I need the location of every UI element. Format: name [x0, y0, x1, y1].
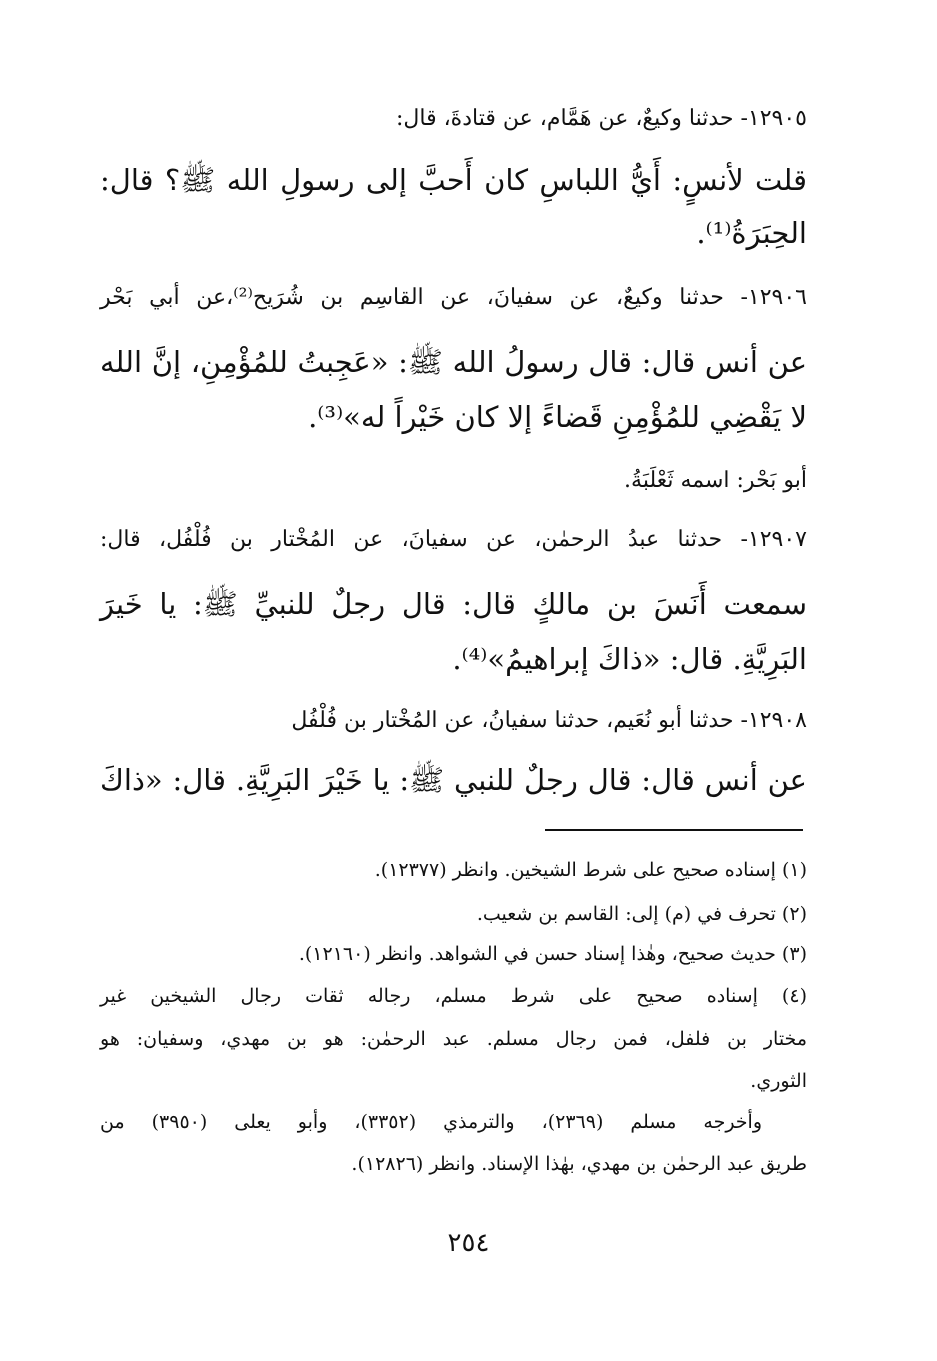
- footnote-4-line-2: مختار بن فلفل، فمن رجال مسلم. عبد الرحمٰن: هو بن مهدي، وسفيان: هو: [100, 1028, 807, 1050]
- hadith-12907-text-line-2: البَرِيَّةِ. قال: «ذاكَ إبراهيمُ»⁽⁴⁾.: [452, 642, 807, 676]
- hadith-12906-note: أبو بَحْر: اسمه ثَعْلَبَةُ.: [624, 468, 807, 493]
- hadith-12907-text-line-1: سمعت أَنَسَ بن مالكٍ قال: قال رجلٌ للنبيِّ ﷺ: يا خَيرَ: [100, 587, 807, 621]
- footnote-1: (١) إسناده صحيح على شرط الشيخين. وانظر (١٢٣٧٧).: [374, 859, 807, 881]
- footnote-4-line-5: طريق عبد الرحمٰن بن مهدي، بهٰذا الإسناد. وانظر (١٢٨٢٦).: [351, 1153, 807, 1175]
- hadith-12907-header: ١٢٩٠٧- حدثنا عبدُ الرحمٰن، عن سفيانَ، عن المُخْتار بن فُلْفُل، قال:: [100, 527, 807, 552]
- footnote-4-line-3: الثوري.: [750, 1070, 807, 1092]
- footnote-3: (٣) حديث صحيح، وهٰذا إسناد حسن في الشواهد. وانظر (١٢١٦٠).: [298, 943, 807, 965]
- footnote-4-line-1: (٤) إسناده صحيح على شرط مسلم، رجاله ثقات رجال الشيخين غير: [100, 985, 807, 1007]
- footnote-separator: [545, 829, 803, 831]
- hadith-12906-text-line-1: عن أنس قال: قال رسولُ الله ﷺ: «عَجِبتُ للمُؤْمِنِ، إنَّ الله: [100, 345, 807, 379]
- hadith-12908-text-line-1: عن أنس قال: قال رجلٌ للنبي ﷺ: يا خَيْرَ البَرِيَّةِ. قال: «ذاكَ: [100, 763, 807, 797]
- hadith-12906-header: ١٢٩٠٦- حدثنا وكيعٌ، عن سفيانَ، عن القاسِم بن شُرَيح⁽²⁾،عن أبي بَحْر: [100, 285, 807, 310]
- hadith-12905-header: ١٢٩٠٥- حدثنا وكيعٌ، عن هَمَّام، عن قتادةَ، قال:: [395, 106, 807, 131]
- footnote-2: (٢) تحرف في (م) إلى: القاسم بن شعيب.: [476, 903, 807, 925]
- hadith-12905-text-line-2: الحِبَرَةُ⁽¹⁾.: [696, 216, 807, 250]
- footnote-4-line-4: وأخرجه مسلم (٢٣٦٩)، والترمذي (٣٣٥٢)، وأبو يعلى (٣٩٥٠) من: [100, 1111, 762, 1133]
- page-number: ٢٥٤: [447, 1228, 490, 1258]
- hadith-12905-text-line-1: قلت لأنسٍ: أَيُّ اللباسِ كان أَحبَّ إلى رسولِ الله ﷺ؟ قال:: [100, 163, 807, 197]
- hadith-12908-header: ١٢٩٠٨- حدثنا أبو نُعَيم، حدثنا سفيانُ، عن المُخْتار بن فُلْفُل: [291, 708, 807, 733]
- hadith-12906-text-line-2: لا يَقْضِي للمُؤْمِنِ قَضاءً إلا كان خَيْراً له»⁽³⁾.: [308, 400, 807, 434]
